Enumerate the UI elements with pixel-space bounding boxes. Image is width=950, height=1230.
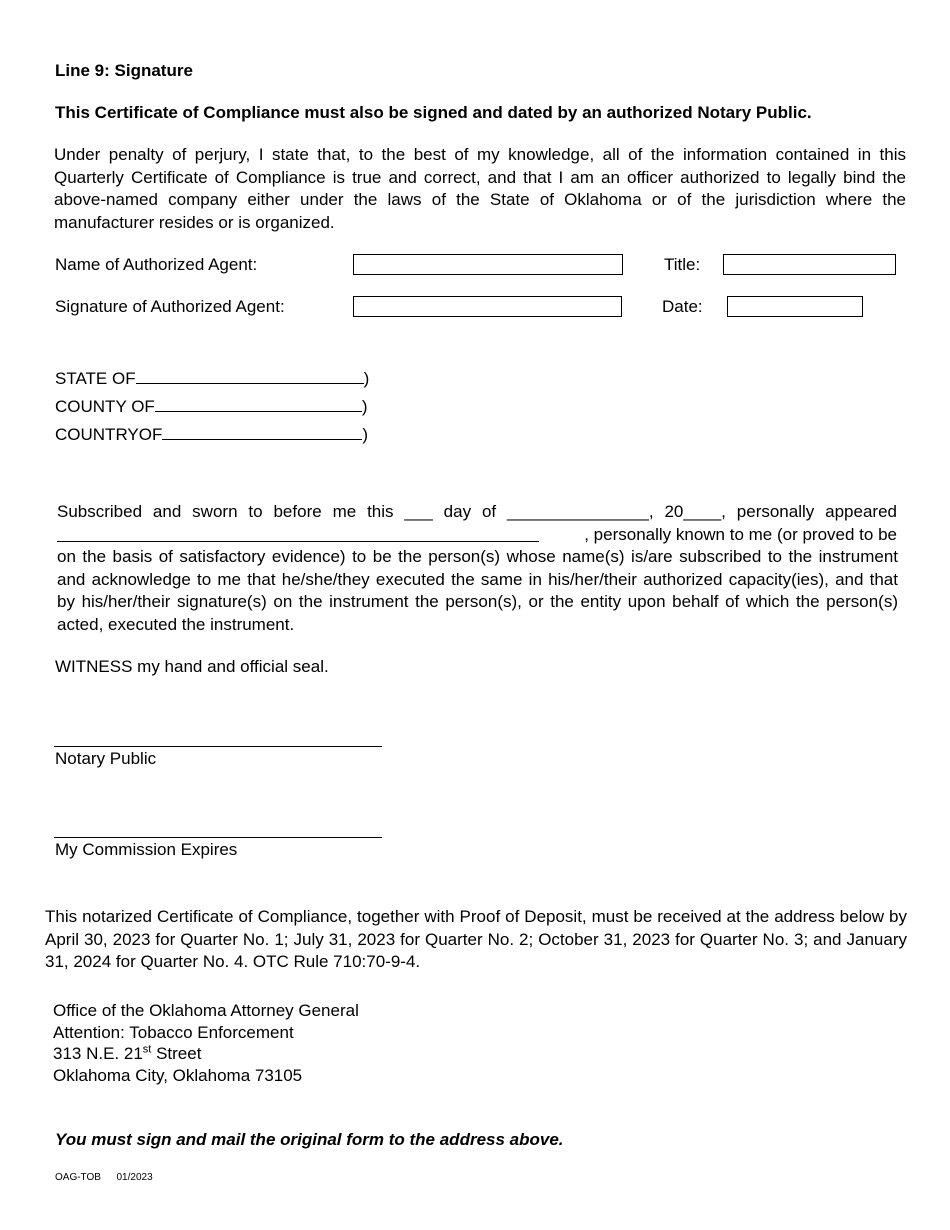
country-row — [55, 424, 368, 444]
county-label: COUNTY OF — [55, 397, 155, 416]
section-heading: Line 9: Signature — [55, 61, 193, 80]
address-line-4: Oklahoma City, Oklahoma 73105 — [53, 1065, 303, 1085]
address-line-2: Attention: Tobacco Enforcement — [53, 1022, 294, 1042]
county-paren: ) — [361, 397, 368, 416]
form-footer — [55, 1172, 153, 1183]
date-label: Date: — [662, 297, 703, 316]
form-id: OAG-TOB — [55, 1172, 101, 1183]
title-input[interactable] — [723, 254, 896, 275]
commission-label: My Commission Expires — [55, 840, 238, 859]
date-input[interactable] — [727, 296, 863, 317]
witness-text: WITNESS my hand and official seal. — [55, 657, 329, 676]
country-paren: ) — [362, 425, 369, 444]
deadline-notice: This notarized Certificate of Compliance, together with Proof of Deposit, must be received at the address below by April 30, 2023 for Quarter No. 1; July 31, 2023 for Quarter No. 2; October 31, 2023 for Quarter No. 3; and January 31, 2024 for Quarter No. 4. OTC Rule 710:70-9-4. — [45, 907, 907, 971]
jurat-body: on the basis of satisfactory evidence) to be the person(s) whose name(s) is/are subscribed to the instrument and acknowledge to me that he/she/they executed the same in his/her/their authorized capacity(ies), and that by his/her/their signature(s) on the instrument the person(s), or the entity upon behalf of which the person(s) acted, executed the instrument. — [57, 547, 898, 634]
county-row — [55, 396, 367, 416]
form-revision: 01/2023 — [116, 1172, 153, 1183]
country-blank[interactable] — [162, 424, 362, 440]
name-input[interactable] — [353, 254, 623, 275]
appeared-name-blank[interactable] — [57, 526, 539, 542]
address-line-3: 313 N.E. 21st Street — [53, 1043, 202, 1063]
state-row — [55, 368, 369, 388]
address-line-1: Office of the Oklahoma Attorney General — [53, 1001, 359, 1020]
state-label: STATE OF — [55, 369, 136, 388]
notary-signature-line[interactable] — [54, 746, 382, 747]
country-label: COUNTRYOF — [55, 425, 163, 444]
state-blank[interactable] — [136, 368, 364, 384]
county-blank[interactable] — [155, 396, 362, 412]
mail-instruction: You must sign and mail the original form to the address above. — [55, 1130, 564, 1149]
title-label: Title: — [664, 255, 701, 274]
jurat-line-1: Subscribed and sworn to before me this ___ day of _______________, 20____, personally appeared — [57, 502, 897, 521]
notary-public-label: Notary Public — [55, 749, 157, 768]
jurat-line-2-text: , personally known to me (or proved to be — [584, 525, 897, 544]
signature-input[interactable] — [353, 296, 622, 317]
jurat-line-2 — [57, 524, 897, 547]
notary-notice: This Certificate of Compliance must also be signed and dated by an authorized Notary Public. — [55, 103, 812, 122]
signature-label: Signature of Authorized Agent: — [55, 297, 285, 316]
mailing-address — [53, 1000, 359, 1086]
perjury-statement: Under penalty of perjury, I state that, to the best of my knowledge, all of the information contained in this Quarterly Certificate of Compliance is true and correct, and that I am an officer authorized to legally bind the above-named company either under the laws of the State of Oklahoma or of the jurisdiction where the manufacturer resides or is organized. — [54, 145, 906, 232]
state-paren: ) — [363, 369, 370, 388]
name-label: Name of Authorized Agent: — [55, 255, 258, 274]
commission-line[interactable] — [54, 837, 382, 838]
